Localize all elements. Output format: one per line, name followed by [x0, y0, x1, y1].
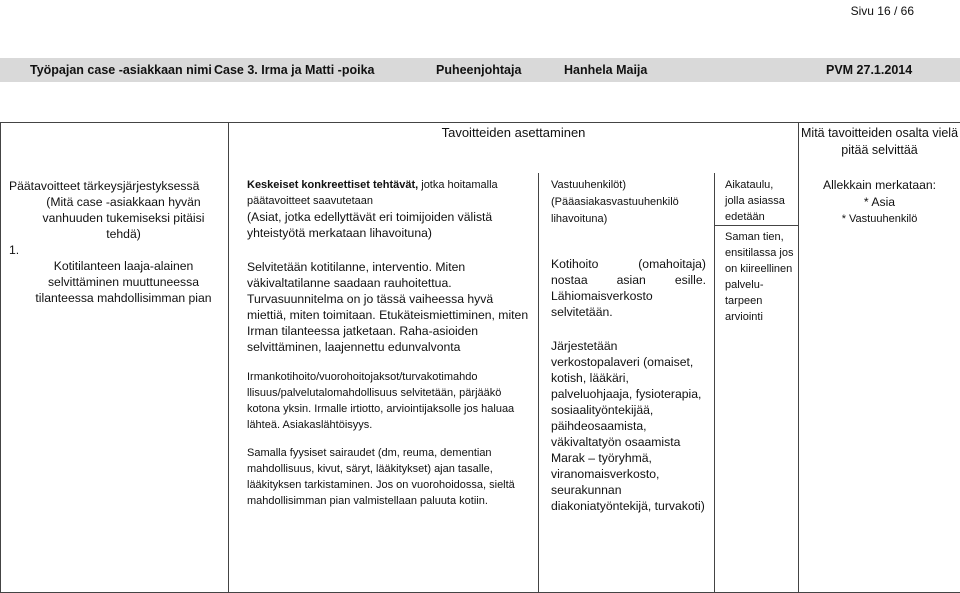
responsible-paragraph-2: Järjestetään verkostopalaveri (omaiset, kotish, lääkäri, palveluohjaaja, fysioterapia, sosiaalityöntekijää, päihdeosaamista, väkivaltatyön osaamista Marak – työryhmä, viranomaisverkosto, seurakunnan diakoniatyöntekijä, turvakoti)	[551, 339, 705, 513]
priority-question: (Mitä case -asiakkaan hyvän vanhuuden tukemiseksi pitäisi tehdä)	[42, 195, 205, 241]
tasks-paragraph-3: Samalla fyysiset sairaudet (dm, reuma, dementian mahdollisuus, kivut, säryt, lääkitykset) ajan tasalle, lääkityksen tarkistaminen. Jos on vuorohoidossa, sieltä mahdollisimman pian valmistellaan paluuta kotiin.	[247, 447, 515, 507]
main-goals-cell	[1, 173, 229, 593]
schedule-head: Aikataulu, jolla asiassa edetään	[725, 179, 785, 223]
remaining-cell	[799, 173, 960, 593]
tasks-head-rest: jotka hoitamalla päätavoitteet saavutetaan	[247, 179, 498, 207]
tasks-paragraph-2: Irmankotihoito/vuorohoitojaksot/turvakotimahdo llisuus/palvelutalomahdollisuus selvitetään, pärjääkö kotona yksin. Irmalle irtiotto, arviointijaksolle jos haluaa lähteä. Asiakaslähtöisyys.	[247, 371, 515, 431]
remaining-header: Mitä tavoitteiden osalta vielä pitää selvittää	[799, 123, 960, 174]
page-number: Sivu 16 / 66	[850, 4, 914, 18]
remaining-asia: * Asia	[863, 195, 896, 209]
priority-title: Päätavoitteet	[9, 179, 81, 193]
date: PVM 27.1.2014	[826, 63, 913, 77]
workshop-label: Työpajan case -asiakkaan nimi	[30, 63, 212, 77]
item-text: Kotitilanteen laaja-alainen selvittäminen muuttuneessa tilanteessa mahdollisimman pian	[35, 259, 212, 305]
tasks-head-note: (Asiat, jotka edellyttävät eri toimijoiden välistä yhteistyötä merkataan lihavoituna)	[247, 210, 493, 240]
priority-rest: tärkeysjärjestyksessä	[80, 179, 200, 193]
chair-label: Puheenjohtaja	[436, 63, 522, 77]
remaining-person: * Vastuuhenkilö	[841, 213, 918, 225]
responsible-paragraph-1: Kotihoito (omahoitaja) nostaa asian esille. Lähiomaisverkosto selvitetään.	[551, 257, 706, 319]
tasks-head-bold: Keskeiset konkreettiset tehtävät,	[247, 179, 419, 191]
left-header-empty	[1, 123, 229, 174]
goals-header: Tavoitteiden asettaminen	[229, 123, 799, 174]
case-name: Case 3. Irma ja Matti -poika	[214, 63, 375, 77]
case-header-bar	[0, 58, 960, 82]
chair-name: Hanhela Maija	[564, 63, 648, 77]
tasks-paragraph-1: Selvitetään kotitilanne, interventio. Miten väkivaltatilanne saadaan rauhoitettua. Turvasuunnitelma on jo tässä vaiheessa hyvä miettiä, miten toimitaan. Etukäteismiettiminen, miten Irman tilanteessa jatketaan. Raha-asioiden selvittäminen, laajennettu edunvalvonta	[247, 260, 529, 354]
item-number: 1.	[9, 243, 20, 257]
schedule-cell	[715, 173, 799, 593]
schedule-body: Saman tien, ensitilassa jos on kiireellinen palvelu-tarpeen arviointi	[715, 225, 798, 325]
remaining-head: Allekkain merkataan:	[822, 178, 937, 192]
responsible-cell	[539, 173, 715, 593]
tasks-cell	[229, 173, 539, 593]
responsible-head: Vastuuhenkilöt) (Pääasiakasvastuuhenkilö lihavoituna)	[551, 179, 679, 225]
goals-table	[0, 122, 960, 593]
